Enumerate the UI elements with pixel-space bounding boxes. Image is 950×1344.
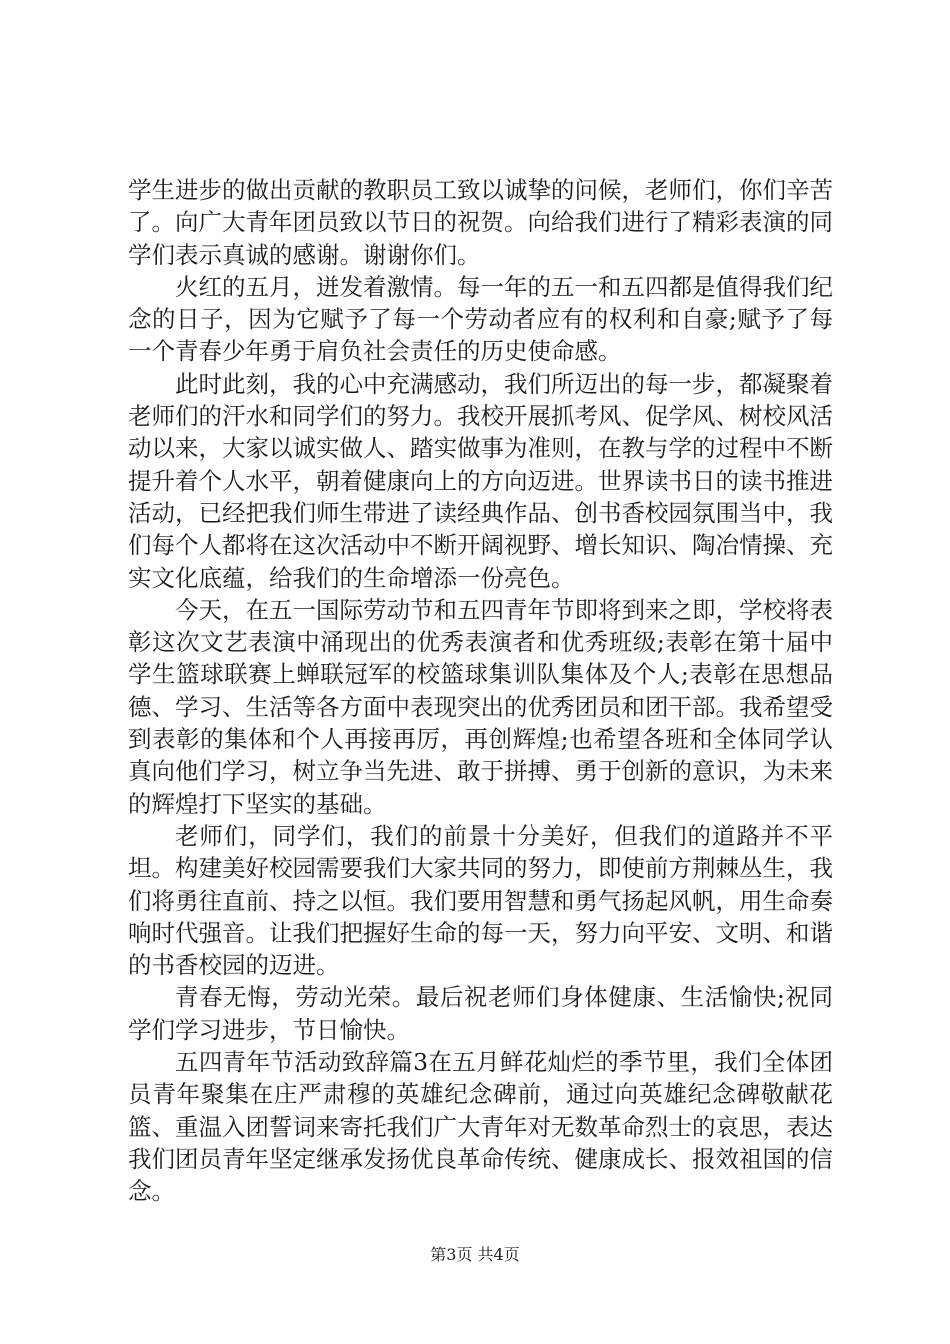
document-body	[128, 174, 833, 1208]
paragraph: 老师们，同学们，我们的前景十分美好，但我们的道路并不平坦。构建美好校园需要我们大家共同的努力，即使前方荆棘丛生，我们将勇往直前、持之以恒。我们要用智慧和勇气扬起风帆，用生命奏响时代强音。让我们把握好生命的每一天，努力向平安、文明、和谐的书香校园的迈进。	[128, 821, 833, 980]
paragraph-continuation: 学生进步的做出贡献的教职员工致以诚挚的问候，老师们，你们辛苦了。向广大青年团员致以节日的祝贺。向给我们进行了精彩表演的同学们表示真诚的感谢。谢谢你们。	[128, 176, 833, 269]
page-footer	[0, 1244, 950, 1266]
page-number: 第3页 共4页	[430, 1245, 520, 1264]
paragraph: 今天，在五一国际劳动节和五四青年节即将到来之即，学校将表彰这次文艺表演中涌现出的优秀表演者和优秀班级;表彰在第十届中学生篮球联赛上蝉联冠军的校篮球集训队集体及个人;表彰在思想品德、学习、生活等各方面中表现突出的优秀团员和团干部。我希望受到表彰的集体和个人再接再厉，再创辉煌;也希望各班和全体同学认真向他们学习，树立争当先进、敢于拼搏、勇于创新的意识，为未来的辉煌打下坚实的基础。	[128, 595, 833, 818]
paragraph: 火红的五月，迸发着激情。每一年的五一和五四都是值得我们纪念的日子，因为它赋予了每一个劳动者应有的权利和自豪;赋予了每一个青春少年勇于肩负社会责任的历史使命感。	[128, 272, 833, 366]
paragraph: 五四青年节活动致辞篇3在五月鲜花灿烂的季节里，我们全体团员青年聚集在庄严肃穆的英雄纪念碑前，通过向英雄纪念碑敬献花篮、重温入团誓词来寄托我们广大青年对无数革命烈士的哀思，表达我们团员青年坚定继承发扬优良革命传统、健康成长、报效祖国的信念。	[128, 1048, 833, 1206]
paragraph: 青春无悔，劳动光荣。最后祝老师们身体健康、生活愉快;祝同学们学习进步，节日愉快。	[128, 983, 833, 1044]
paragraph: 此时此刻，我的心中充满感动，我们所迈出的每一步，都凝聚着老师们的汗水和同学们的努力。我校开展抓考风、促学风、树校风活动以来，大家以诚实做人、踏实做事为准则，在教与学的过程中不断提升着个人水平，朝着健康向上的方向迈进。世界读书日的读书推进活动，已经把我们师生带进了读经典作品、创书香校园氛围当中，我们每个人都将在这次活动中不断开阔视野、增长知识、陶冶情操、充实文化底蕴，给我们的生命增添一份亮色。	[128, 369, 833, 592]
